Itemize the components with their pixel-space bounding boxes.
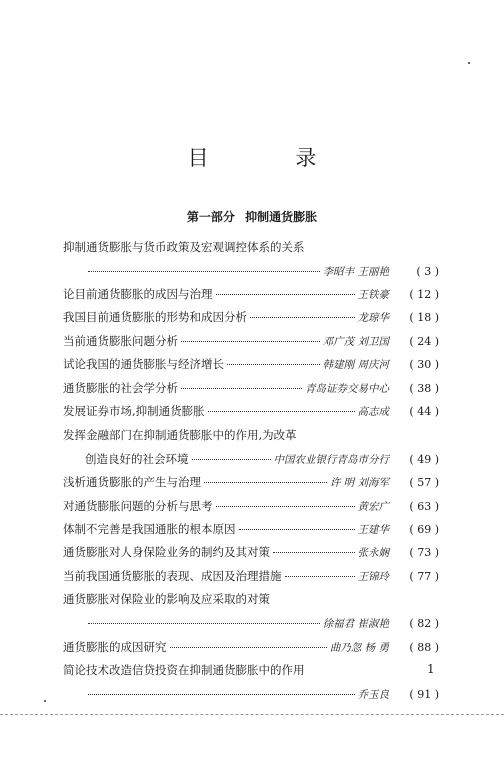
toc-entry <box>63 660 439 680</box>
leader-dots <box>170 646 327 648</box>
toc-entry <box>63 566 439 586</box>
entry-title: 通货膨胀的成因研究 <box>63 640 167 654</box>
leader-dots <box>285 575 355 577</box>
toc-entry <box>85 449 439 469</box>
leader-dots <box>181 387 302 389</box>
toc-entry <box>63 542 439 562</box>
entry-title: 试论我国的通货膨胀与经济增长 <box>63 357 224 371</box>
toc-entry <box>63 307 439 327</box>
entry-author: 高志成 <box>357 405 389 418</box>
entry-page: ( 18 ) <box>409 310 439 324</box>
toc-entry <box>63 589 439 609</box>
entry-page: ( 3 ) <box>416 264 439 278</box>
entry-page: ( 57 ) <box>409 475 439 489</box>
entry-title: 发挥金融部门在抑制通货膨胀中的作用,为改革 <box>63 428 297 442</box>
entry-page: ( 24 ) <box>409 334 439 348</box>
entry-title: 抑制通货膨胀与货币政策及宏观调控体系的关系 <box>63 240 305 254</box>
toc-entry <box>63 637 439 657</box>
entry-title: 当前我国通货膨胀的表现、成因及治理措施 <box>63 569 282 583</box>
entry-title: 对通货膨胀问题的分析与思考 <box>63 499 213 513</box>
toc-entry <box>63 378 439 398</box>
toc-entry <box>85 261 439 281</box>
entry-page: ( 82 ) <box>409 616 439 630</box>
part-heading: 第一部分 抑制通货膨胀 <box>186 210 318 224</box>
toc-entry <box>63 237 439 257</box>
scan-speck <box>468 62 470 64</box>
entry-author: 王锦玲 <box>357 570 389 583</box>
entry-author: 龙琼华 <box>357 311 389 324</box>
scan-edge-line <box>0 714 504 715</box>
toc-entry <box>63 519 439 539</box>
entry-page: ( 38 ) <box>409 381 439 395</box>
entry-title: 论目前通货膨胀的成因与治理 <box>63 287 213 301</box>
entry-page: ( 63 ) <box>409 499 439 513</box>
leader-dots <box>204 481 327 483</box>
entry-page: ( 73 ) <box>409 545 439 559</box>
entry-page: ( 77 ) <box>409 569 439 583</box>
entry-title: 当前通货膨胀问题分析 <box>63 334 178 348</box>
toc-entry <box>63 401 439 421</box>
entry-author: 乔玉良 <box>357 688 389 701</box>
entry-author: 张永娴 <box>357 546 389 559</box>
leader-dots <box>216 505 355 507</box>
leader-dots <box>250 316 355 318</box>
leader-dots <box>216 293 355 295</box>
entry-title: 发展证券市场,抑制通货膨胀 <box>63 404 205 418</box>
toc-entry <box>63 331 439 351</box>
entry-author: 中国农业银行青岛市分行 <box>273 453 389 466</box>
toc-entry <box>85 613 439 633</box>
entry-author: 王铁豪 <box>357 288 389 301</box>
entry-author: 李昭丰 王丽艳 <box>322 265 389 278</box>
entry-author: 王建华 <box>357 523 389 536</box>
entry-title: 通货膨胀的社会学分析 <box>63 381 178 395</box>
entry-page: ( 30 ) <box>409 357 439 371</box>
scan-speck <box>44 700 46 702</box>
toc-entry <box>63 425 439 445</box>
toc-entry <box>85 684 439 704</box>
page-number: 1 <box>427 662 435 676</box>
leader-dots <box>227 363 320 365</box>
entry-author: 曲乃忽 杨 勇 <box>329 641 389 654</box>
leader-dots <box>192 458 271 460</box>
entry-title: 浅析通货膨胀的产生与治理 <box>63 475 201 489</box>
entry-title: 简论技术改造信贷投资在抑制通货膨胀中的作用 <box>63 663 305 677</box>
entry-author: 徐福君 崔淑艳 <box>322 617 389 630</box>
entry-page: ( 69 ) <box>409 522 439 536</box>
toc-entry <box>63 472 439 492</box>
entry-page: ( 88 ) <box>409 640 439 654</box>
entry-page: ( 12 ) <box>409 287 439 301</box>
entry-author: 韩建刚 周庆河 <box>322 358 389 371</box>
leader-dots <box>88 270 320 272</box>
leader-dots <box>88 693 355 695</box>
entry-page: ( 91 ) <box>409 687 439 701</box>
entry-page: ( 44 ) <box>409 404 439 418</box>
toc-entry <box>63 354 439 374</box>
entry-title: 通货膨胀对保险业的影响及应采取的对策 <box>63 592 270 606</box>
entry-title: 我国目前通货膨胀的形势和成因分析 <box>63 310 247 324</box>
leader-dots <box>208 410 355 412</box>
toc-entry <box>63 284 439 304</box>
entry-title: 创造良好的社会环境 <box>85 452 189 466</box>
leader-dots <box>239 528 355 530</box>
leader-dots <box>88 622 320 624</box>
entry-page: ( 49 ) <box>409 452 439 466</box>
entry-author: 邓广茂 刘卫国 <box>322 335 389 348</box>
leader-dots <box>273 551 355 553</box>
leader-dots <box>181 340 320 342</box>
entry-author: 许 明 刘海军 <box>329 476 389 489</box>
entry-author: 青岛证券交易中心 <box>305 382 389 395</box>
toc-entry <box>63 496 439 516</box>
entry-title: 通货膨胀对人身保险业务的制约及其对策 <box>63 545 270 559</box>
entry-title: 体制不完善是我国通胀的根本原因 <box>63 522 236 536</box>
page-title: 目 录 <box>187 146 357 170</box>
entry-author: 黄宏广 <box>357 500 389 513</box>
